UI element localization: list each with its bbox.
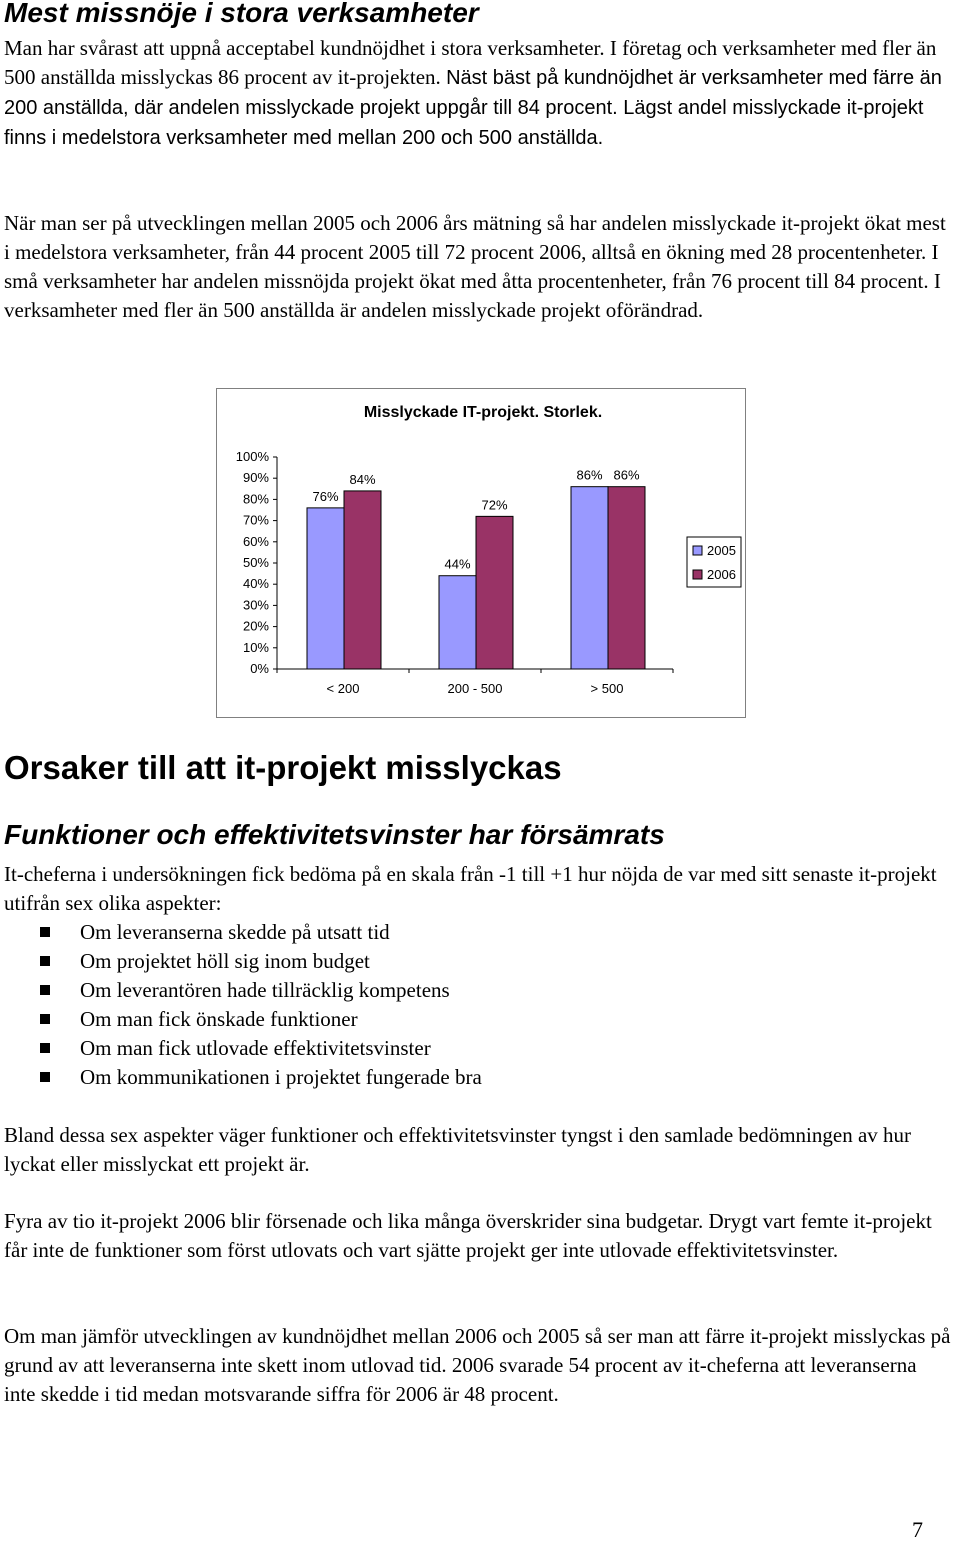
bullet-square-icon (40, 956, 50, 966)
y-tick-label: 100% (235, 449, 269, 464)
list-item: Om man fick utlovade effektivitetsvinster (40, 1034, 482, 1063)
paragraph-weighting: Bland dessa sex aspekter väger funktioner och effektivitetsvinster tyngst i den samlade bedömningen av hur lyckat eller misslyckat ett projekt är. (4, 1123, 912, 1176)
chart-title: Misslyckade IT-projekt. Storlek. (363, 404, 603, 421)
bar-2006-0 (344, 491, 381, 669)
list-item: Om leveranserna skedde på utsatt tid (40, 918, 482, 947)
list-item: Om projektet höll sig inom budget (40, 947, 482, 976)
data-label: 44% (444, 556, 471, 572)
bar-2006-2 (608, 487, 645, 669)
legend-label: 2006 (707, 567, 736, 582)
y-tick-label: 30% (242, 597, 269, 613)
list-item: Om kommunikationen i projektet fungerade bra (40, 1063, 482, 1092)
paragraph-development: När man ser på utvecklingen mellan 2005 och 2006 års mätning så har andelen misslyckade it-projekt ökat mest i medelstora verksamheter, från 44 procent 2005 till 72 procent 2006, alltså en ökning med 28 procentenheter. I små verksamheter har andelen missnöjda projekt ökat med åtta procentenheter, från 76 procent till 84 procent. I verksamheter med fler än 500 anställda är andelen misslyckade projekt oförändrad. (4, 211, 946, 322)
x-category-label: > 500 (590, 681, 624, 696)
page-number: 7 (912, 1517, 923, 1542)
paragraph-delays: Fyra av tio it-projekt 2006 blir försenade och lika många överskrider sina budgetar. Drygt vart femte it-projekt får inte de funktioner som först utlovats och vart sjätte projekt ger inte utlovade effektivitetsvinster. (4, 1209, 932, 1262)
data-label: 72% (481, 497, 508, 513)
paragraph-comparison: Om man jämför utvecklingen av kundnöjdhet mellan 2006 och 2005 så ser man att färre it-projekt misslyckas på grund av att leveranserna inte skett inom utlovad tid. 2006 svarade 54 procent av it-cheferna att leveranserna inte skedde i tid medan motsvarande siffra för 2006 är 48 procent. (4, 1324, 951, 1406)
sub-heading: Funktioner och effektivitetsvinster har försämrats (4, 819, 665, 850)
bar-chart (216, 388, 746, 718)
y-tick-label: 20% (242, 618, 269, 634)
aspect-list (40, 918, 482, 1092)
chart-legend (687, 537, 741, 587)
data-label: 76% (312, 488, 339, 504)
paragraph-intro-sans: Näst bäst på kundnöjdhet är verksamheter med färre än 200 anställda, där andelen misslyckade projekt uppgår till 84 procent. Lägst andel misslyckade it-projekt finns i medelstora verksamheter med mellan 200 och 500 anställda. (4, 67, 942, 149)
bullet-square-icon (40, 1072, 50, 1082)
section-heading: Mest missnöje i stora verksamheter (4, 0, 479, 28)
y-tick-label: 80% (242, 491, 269, 507)
paragraph-intro (4, 34, 952, 153)
bar-2005-1 (439, 576, 476, 669)
x-category-label: < 200 (326, 681, 360, 696)
legend-swatch (693, 570, 702, 579)
x-category-label: 200 - 500 (447, 681, 503, 696)
y-tick-label: 0% (250, 661, 269, 676)
y-tick-label: 60% (242, 533, 269, 549)
legend-swatch (693, 546, 702, 555)
data-label: 86% (613, 467, 640, 483)
chart-bars (307, 487, 645, 669)
legend-label: 2005 (707, 543, 736, 558)
y-tick-label: 70% (242, 512, 269, 528)
y-tick-label: 40% (242, 576, 269, 592)
y-tick-label: 10% (242, 639, 269, 655)
paragraph-aspects-intro: It-cheferna i undersökningen fick bedöma på en skala från -1 till +1 hur nöjda de var med sitt senaste it-projekt utifrån sex olika aspekter: (4, 862, 937, 915)
bar-chart-svg (217, 389, 747, 719)
data-label: 86% (576, 467, 603, 483)
bullet-square-icon (40, 1014, 50, 1024)
bullet-square-icon (40, 985, 50, 995)
bullet-square-icon (40, 1043, 50, 1053)
bullet-square-icon (40, 927, 50, 937)
bar-2006-1 (476, 516, 513, 669)
list-item: Om man fick önskade funktioner (40, 1005, 482, 1034)
bar-2005-0 (307, 508, 344, 669)
list-item: Om leverantören hade tillräcklig kompetens (40, 976, 482, 1005)
bar-2005-2 (571, 487, 608, 669)
paragraph-intro-serif: Man har svårast att uppnå acceptabel kundnöjdhet i stora verksamheter. I företag och verksamheter med fler än 500 anställda misslyckas 86 procent av it-projekten. (4, 36, 937, 89)
y-tick-label: 90% (242, 470, 269, 486)
data-label: 84% (349, 471, 376, 487)
main-heading: Orsaker till att it-projekt misslyckas (4, 749, 562, 786)
y-tick-label: 50% (242, 555, 269, 570)
